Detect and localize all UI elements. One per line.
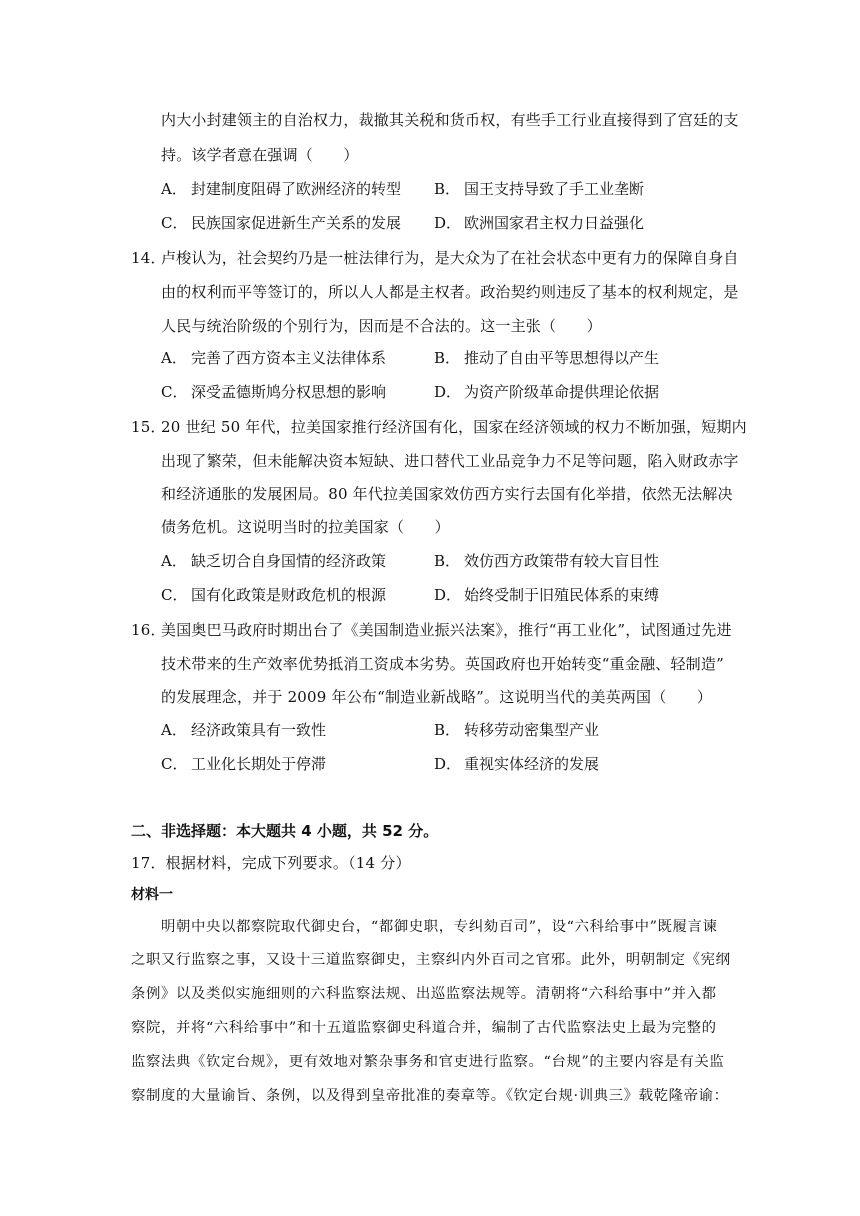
option-text: 转移劳动密集型产业 (464, 721, 600, 739)
option-letter: A． (161, 721, 187, 739)
q17-intro: 17．根据材料，完成下列要求。（14 分） (131, 854, 411, 872)
material-line-4: 察院，并将“六科给事中”和十五道监察御史科道合并，编制了古代监察法史上最为完整的 (131, 1020, 717, 1036)
q14-option-a[interactable] (161, 348, 386, 368)
option-text: 始终受制于旧殖民体系的束缚 (464, 586, 660, 604)
option-text: 欧洲国家君主权力日益强化 (464, 214, 645, 232)
q14-option-d[interactable] (434, 382, 659, 402)
option-letter: D． (434, 586, 462, 604)
material-line-5: 监察法典《钦定台规》，更有效地对繁杂事务和官吏进行监察。“台规”的主要内容是有关监 (131, 1054, 725, 1070)
q15-stem-line-1: 20 世纪 50 年代，拉美国家推行经济国有化，国家在经济领域的权力不断加强，短期内 (161, 418, 747, 436)
q15-option-b[interactable] (434, 551, 659, 571)
option-text: 深受孟德斯鸠分权思想的影响 (191, 383, 387, 401)
option-text: 推动了自由平等思想得以产生 (464, 349, 660, 367)
q15-option-d[interactable] (434, 585, 659, 605)
q15-option-c[interactable] (161, 585, 386, 605)
option-letter: B． (434, 721, 461, 739)
q16-stem-line-3: 的发展理念，并于 2009 年公布“制造业新战略”。这说明当代的美英两国（ ） (161, 688, 713, 706)
q16-stem-line-2: 技术带来的生产效率优势抵消工资成本劣势。英国政府也开始转变“重金融、轻制造” (161, 655, 724, 673)
q16-option-c[interactable] (161, 754, 326, 774)
q14-option-c[interactable] (161, 382, 386, 402)
option-text: 封建制度阻碍了欧洲经济的转型 (191, 180, 402, 198)
q13-option-a[interactable] (161, 179, 401, 199)
option-letter: C． (161, 383, 188, 401)
option-text: 重视实体经济的发展 (464, 755, 600, 773)
option-letter: A． (161, 180, 187, 198)
option-letter: C． (161, 214, 188, 232)
option-letter: A． (161, 552, 187, 570)
option-text: 国王支持导致了手工业垄断 (464, 180, 645, 198)
option-text: 国有化政策是财政危机的根源 (191, 586, 387, 604)
option-letter: A． (161, 349, 187, 367)
option-text: 民族国家促进新生产关系的发展 (191, 214, 402, 232)
option-text: 经济政策具有一致性 (191, 721, 327, 739)
material-line-2: 之职又行监察之事，又设十三道监察御史，主察纠内外百司之官邪。此外，明朝制定《宪纲 (131, 952, 731, 968)
section-heading: 二、非选择题：本大题共 4 小题，共 52 分。 (131, 822, 439, 840)
q15-stem-line-3: 和经济通胀的发展困局。80 年代拉美国家效仿西方实行去国有化举措，依然无法解决 (161, 485, 733, 503)
q16-number: 16． (131, 621, 166, 639)
option-text: 为资产阶级革命提供理论依据 (464, 383, 660, 401)
material-line-1: 明朝中央以都察院取代御史台，“都御史职，专纠劾百司”，设“六科给事中”既履言谏 (161, 919, 718, 935)
option-letter: B． (434, 552, 461, 570)
q16-option-a[interactable] (161, 720, 326, 740)
option-letter: D． (434, 214, 462, 232)
q15-option-a[interactable] (161, 551, 386, 571)
option-letter: D． (434, 755, 462, 773)
option-text: 完善了西方资本主义法律体系 (191, 349, 387, 367)
material-line-3: 条例》以及类似实施细则的六科监察法规、出巡监察法规等。清朝将“六科给事中”并入都 (131, 986, 717, 1002)
q13-option-c[interactable] (161, 213, 401, 233)
q13-option-b[interactable] (434, 179, 644, 199)
q14-stem-line-1: 卢梭认为，社会契约乃是一桩法律行为，是大众为了在社会状态中更有力的保障自身自 (161, 249, 739, 267)
q14-option-b[interactable] (434, 348, 659, 368)
q16-option-d[interactable] (434, 754, 599, 774)
q13-option-d[interactable] (434, 213, 644, 233)
option-text: 工业化长期处于停滞 (191, 755, 327, 773)
material-line-6: 察制度的大量谕旨、条例，以及得到皇帝批准的奏章等。《钦定台规·训典三》载乾隆帝谕： (131, 1088, 729, 1104)
option-letter: B． (434, 349, 461, 367)
material-label: 材料一 (131, 887, 173, 903)
option-letter: C． (161, 586, 188, 604)
q15-stem-line-4: 债务危机。这说明当时的拉美国家（ ） (161, 518, 450, 536)
q13-stem-line-1: 内大小封建领主的自治权力，裁撤其关税和货币权，有些手工行业直接得到了宫廷的支 (161, 111, 739, 129)
option-text: 效仿西方政策带有较大盲目性 (464, 552, 660, 570)
q16-option-b[interactable] (434, 720, 599, 740)
option-letter: C． (161, 755, 188, 773)
option-letter: B． (434, 180, 461, 198)
q15-number: 15． (131, 418, 166, 436)
option-letter: D． (434, 383, 462, 401)
q14-stem-line-2: 由的权利而平等签订的，所以人人都是主权者。政治契约则违反了基本的权利规定，是 (161, 283, 739, 301)
q14-number: 14． (131, 249, 166, 267)
q13-stem-line-2: 持。该学者意在强调（ ） (161, 146, 359, 164)
q16-stem-line-1: 美国奥巴马政府时期出台了《美国制造业振兴法案》，推行“再工业化”，试图通过先进 (161, 621, 732, 639)
option-text: 缺乏切合自身国情的经济政策 (191, 552, 387, 570)
q15-stem-line-2: 出现了繁荣，但未能解决资本短缺、进口替代工业品竞争力不足等问题，陷入财政赤字 (161, 452, 739, 470)
q14-stem-line-3: 人民与统治阶级的个别行为，因而是不合法的。这一主张（ ） (161, 317, 602, 335)
